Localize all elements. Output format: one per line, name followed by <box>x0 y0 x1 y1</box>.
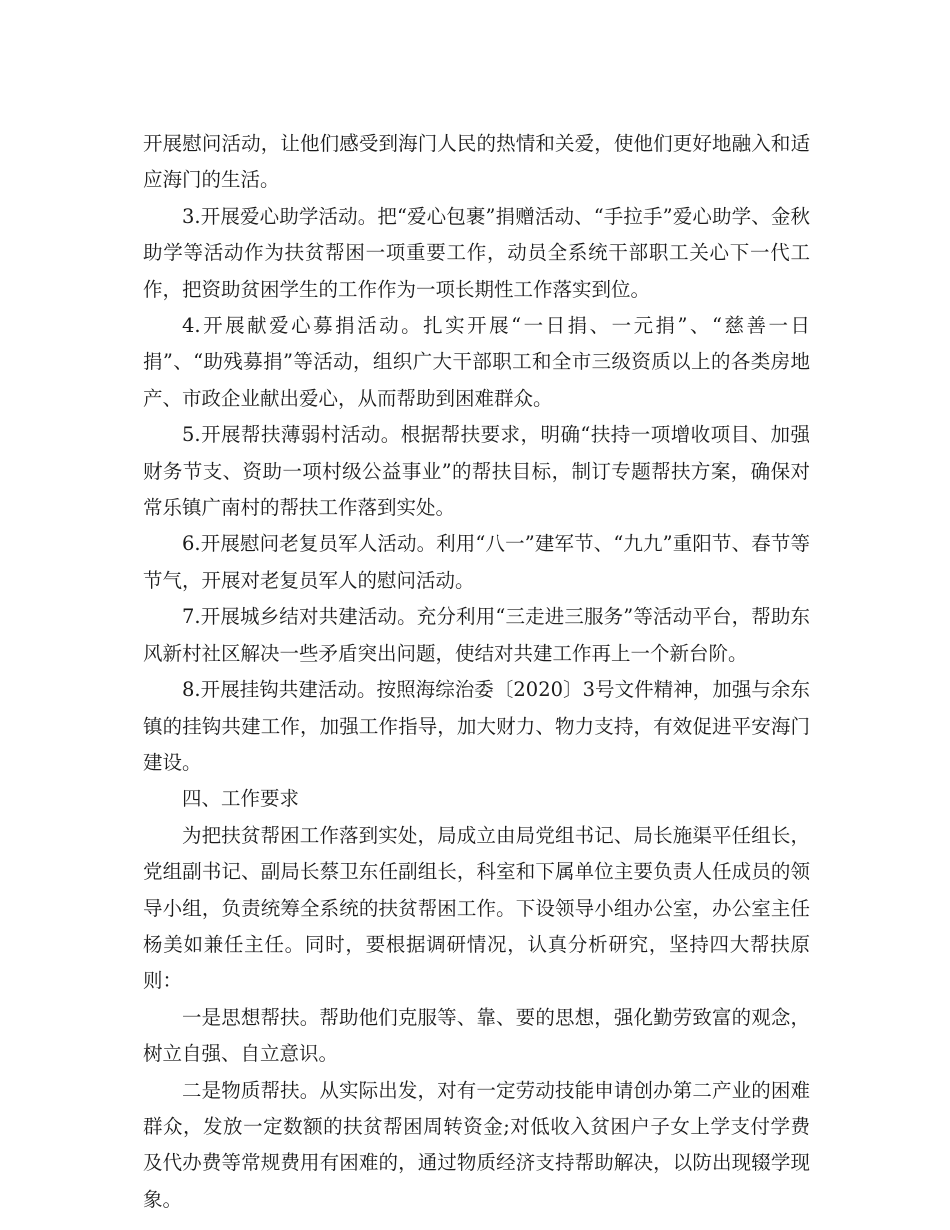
document-body <box>143 126 810 1218</box>
paragraph: 3.开展爱心助学活动。把“爱心包裹”捐赠活动、“手拉手”爱心助学、金秋助学等活动作为扶贫帮困一项重要工作，动员全系统干部职工关心下一代工作，把资助贫困学生的工作作为一项长期性工作落实到位。 <box>143 204 810 301</box>
section-heading: 四、工作要求 <box>182 787 300 811</box>
paragraph: 二是物质帮扶。从实际出发，对有一定劳动技能申请创办第二产业的困难群众，发放一定数额的扶贫帮困周转资金;对低收入贫困户子女上学支付学费及代办费等常规费用有困难的，通过物质经济支持帮助解决，以防出现辍学现象。 <box>143 1078 810 1211</box>
paragraph: 一是思想帮扶。帮助他们克服等、靠、要的思想，强化勤劳致富的观念，树立自强、自立意识。 <box>143 1005 810 1066</box>
paragraph: 开展慰问活动，让他们感受到海门人民的热情和关爱，使他们更好地融入和适应海门的生活。 <box>143 132 810 192</box>
paragraph: 6.开展慰问老复员军人活动。利用“八一”建军节、“九九”重阳节、春节等节气，开展对老复员军人的慰问活动。 <box>143 532 810 592</box>
paragraph: 8.开展挂钩共建活动。按照海综治委〔2020〕3号文件精神，加强与余东镇的挂钩共建工作，加强工作指导，加大财力、物力支持，有效促进平安海门建设。 <box>143 678 810 774</box>
paragraph: 4.开展献爱心募捐活动。扎实开展“一日捐、一元捐”、“慈善一日捐”、“助残募捐”等活动，组织广大干部职工和全市三级资质以上的各类房地产、市政企业献出爱心，从而帮助到困难群众。 <box>143 314 810 410</box>
paragraph: 为把扶贫帮困工作落到实处，局成立由局党组书记、局长施渠平任组长，党组副书记、副局长蔡卫东任副组长，科室和下属单位主要负责人任成员的领导小组，负责统筹全系统的扶贫帮困工作。下设领导小组办公室，办公室主任杨美如兼任主任。同时，要根据调研情况，认真分析研究，坚持四大帮扶原则： <box>143 823 810 993</box>
paragraph: 5.开展帮扶薄弱村活动。根据帮扶要求，明确“扶持一项增收项目、加强财务节支、资助一项村级公益事业”的帮扶目标，制订专题帮扶方案，确保对常乐镇广南村的帮扶工作落到实处。 <box>143 423 810 520</box>
paragraph: 7.开展城乡结对共建活动。充分利用“三走进三服务”等活动平台，帮助东风新村社区解决一些矛盾突出问题，使结对共建工作再上一个新台阶。 <box>143 605 810 665</box>
